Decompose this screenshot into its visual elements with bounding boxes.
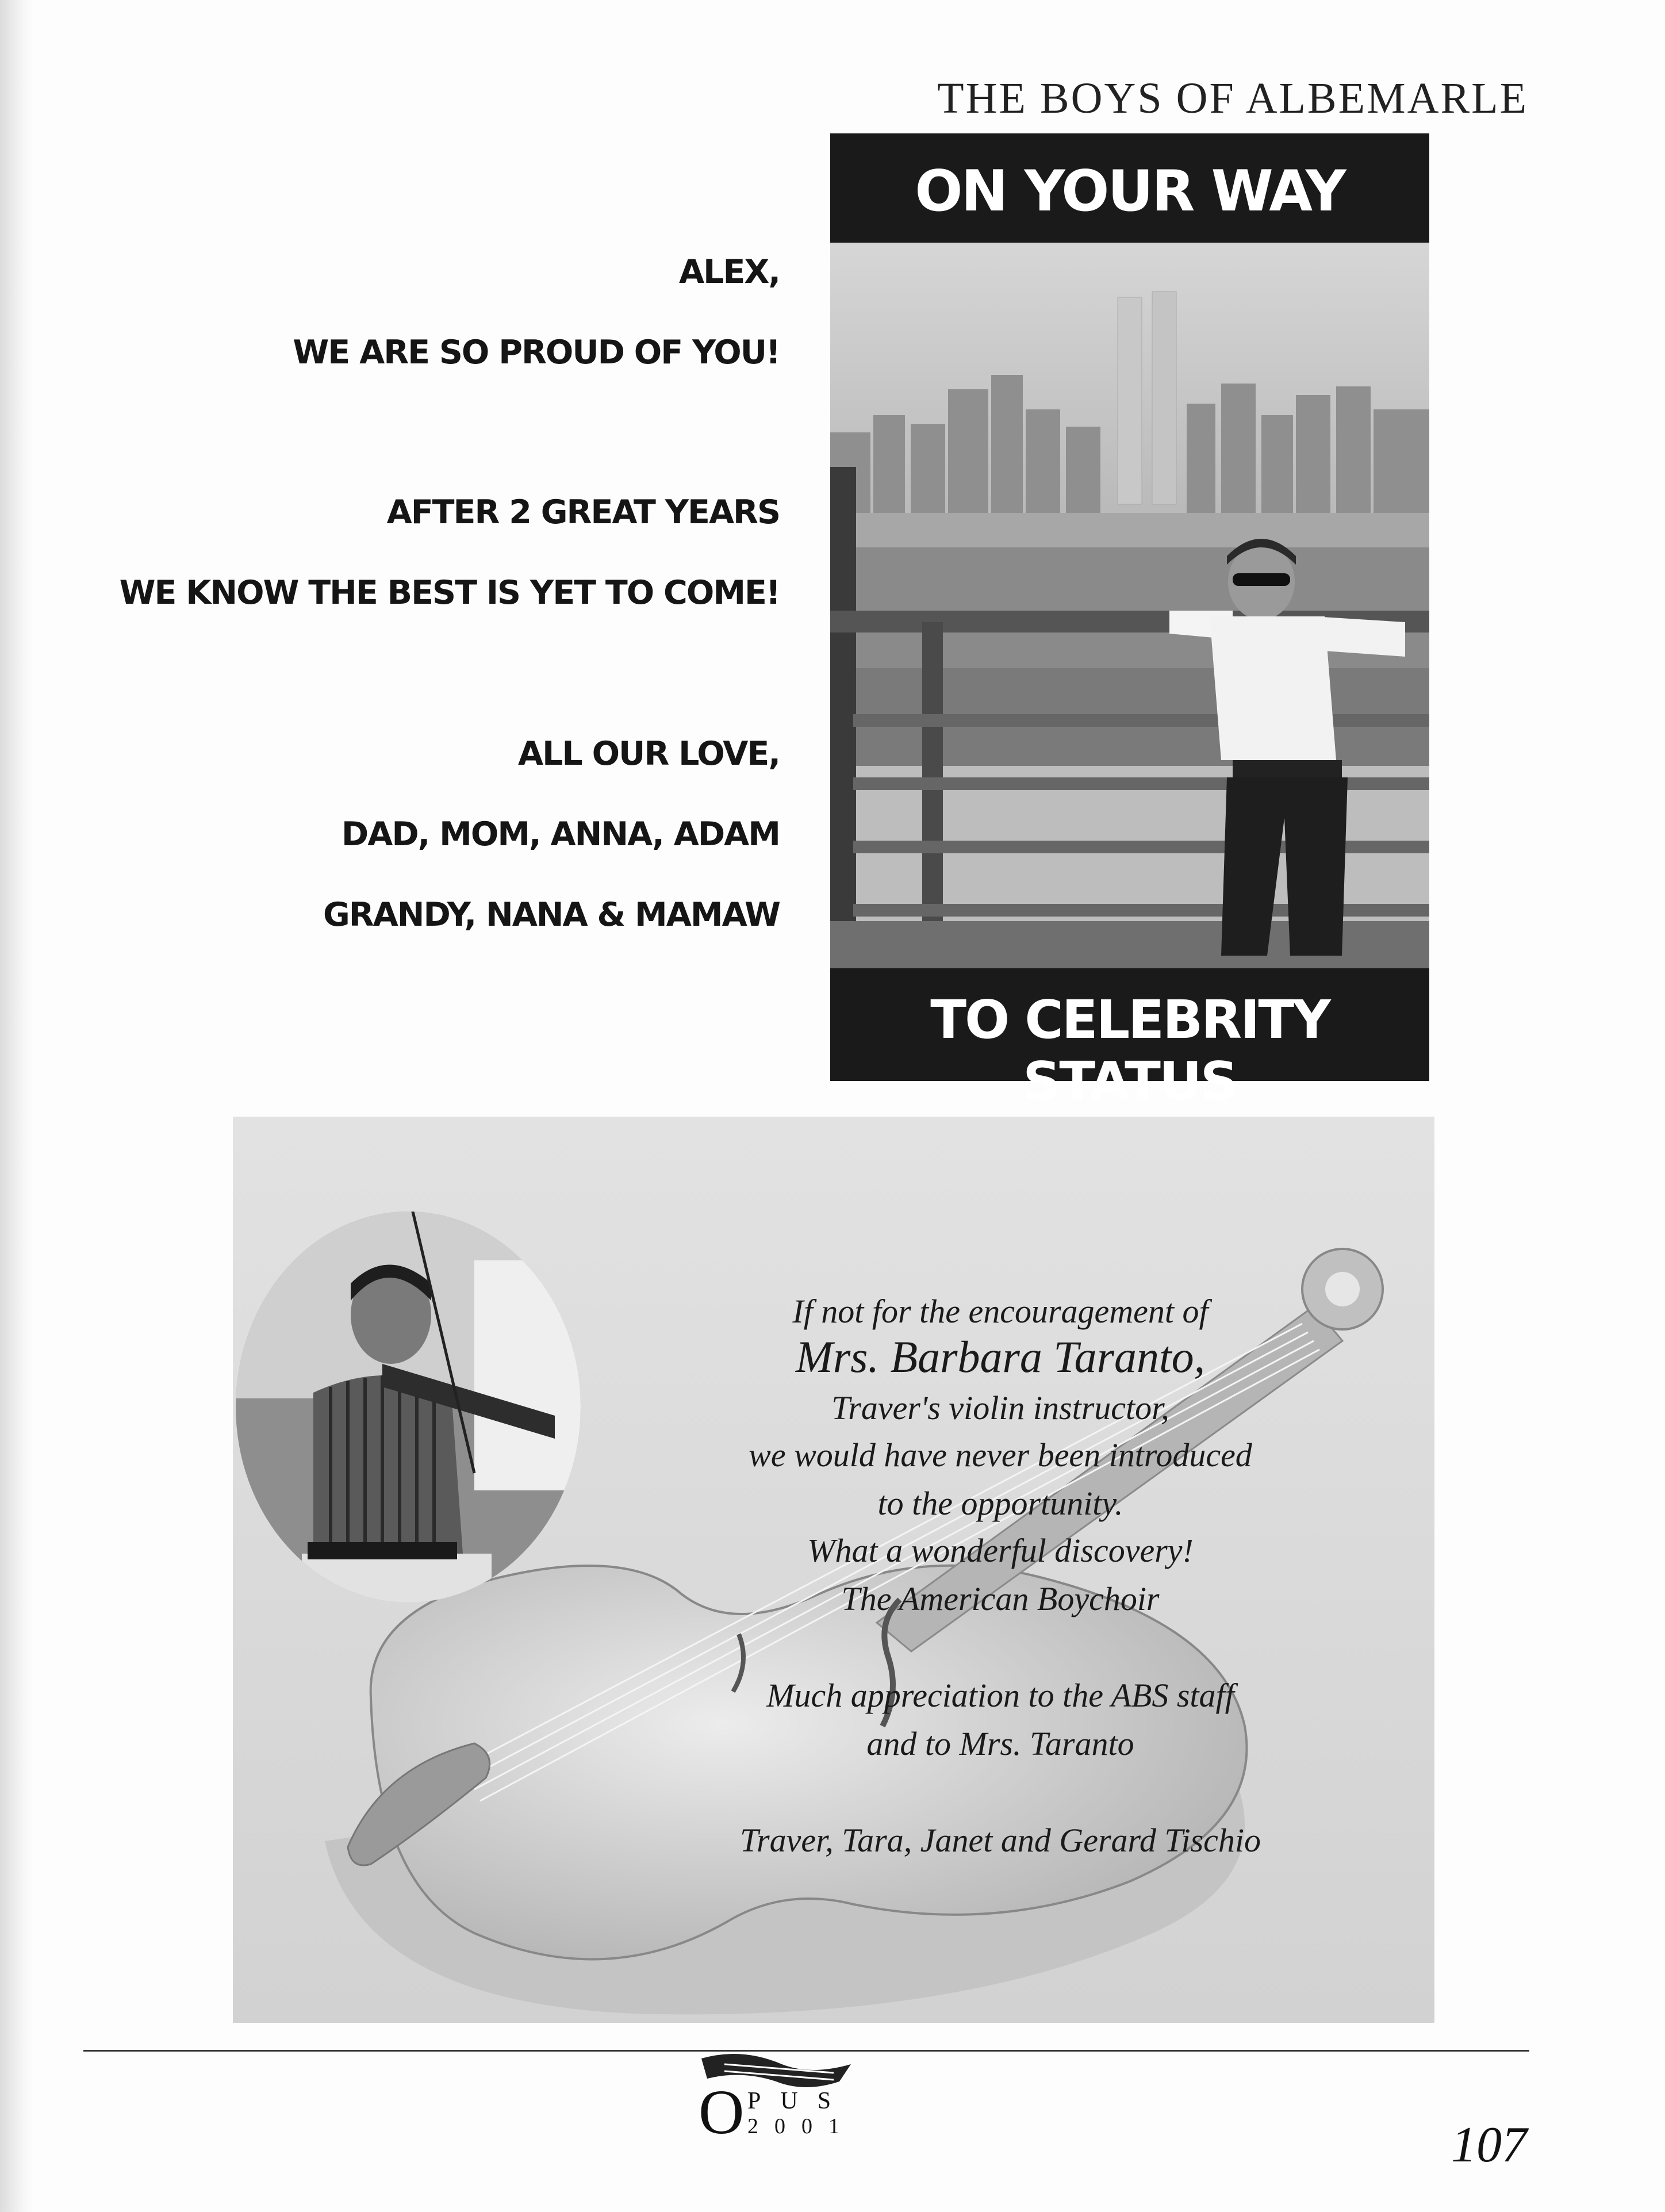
skyline-boy-photo — [830, 243, 1429, 968]
message-line: WE ARE SO PROUD OF YOU! — [293, 333, 780, 371]
ad-signature: Traver, Tara, Janet and Gerard Tischio — [739, 1822, 1261, 1859]
panel-title: ON YOUR WAY — [915, 159, 1345, 224]
violin-ad — [233, 1117, 1434, 2023]
ad-line: The American Boychoir — [841, 1580, 1160, 1617]
violin-illustration — [233, 1117, 1434, 2023]
message-line: GRANDY, NANA & MAMAW — [323, 896, 780, 934]
photo-panel — [830, 133, 1429, 1112]
ad-line: Much appreciation to the ABS staff — [766, 1677, 1234, 1714]
page-number: 107 — [1451, 2117, 1527, 2173]
ad-line: If not for the encouragement of — [792, 1293, 1209, 1330]
ad-line: Traver's violin instructor, — [831, 1389, 1169, 1427]
violinist-photo — [233, 1180, 589, 1617]
ad-line: we would have never been introduced — [749, 1436, 1252, 1474]
ad-line: to the opportunity. — [877, 1485, 1123, 1522]
message-line: AFTER 2 GREAT YEARS — [386, 493, 780, 531]
panel-caption: TO CELEBRITY STATUS — [930, 989, 1329, 1112]
page-header-title: THE BOYS OF ALBEMARLE — [937, 74, 1528, 122]
message-line: DAD, MOM, ANNA, ADAM — [341, 815, 780, 853]
page-edge-shadow — [0, 0, 33, 2212]
ad-line: and to Mrs. Taranto — [866, 1725, 1134, 1762]
opus-logo — [690, 2047, 862, 2145]
logo-text: PUS — [747, 2088, 851, 2114]
message-line: ALL OUR LOVE, — [518, 735, 780, 773]
ad-line-instructor: Mrs. Barbara Taranto, — [795, 1332, 1206, 1382]
logo-letter: O — [699, 2077, 745, 2145]
skyline-boy-illustration — [830, 243, 1429, 968]
message-line: ALEX, — [679, 253, 780, 291]
message-line: WE KNOW THE BEST IS YET TO COME! — [119, 574, 780, 612]
ad-line: What a wonderful discovery! — [807, 1532, 1194, 1569]
logo-year: 2001 — [747, 2114, 855, 2138]
